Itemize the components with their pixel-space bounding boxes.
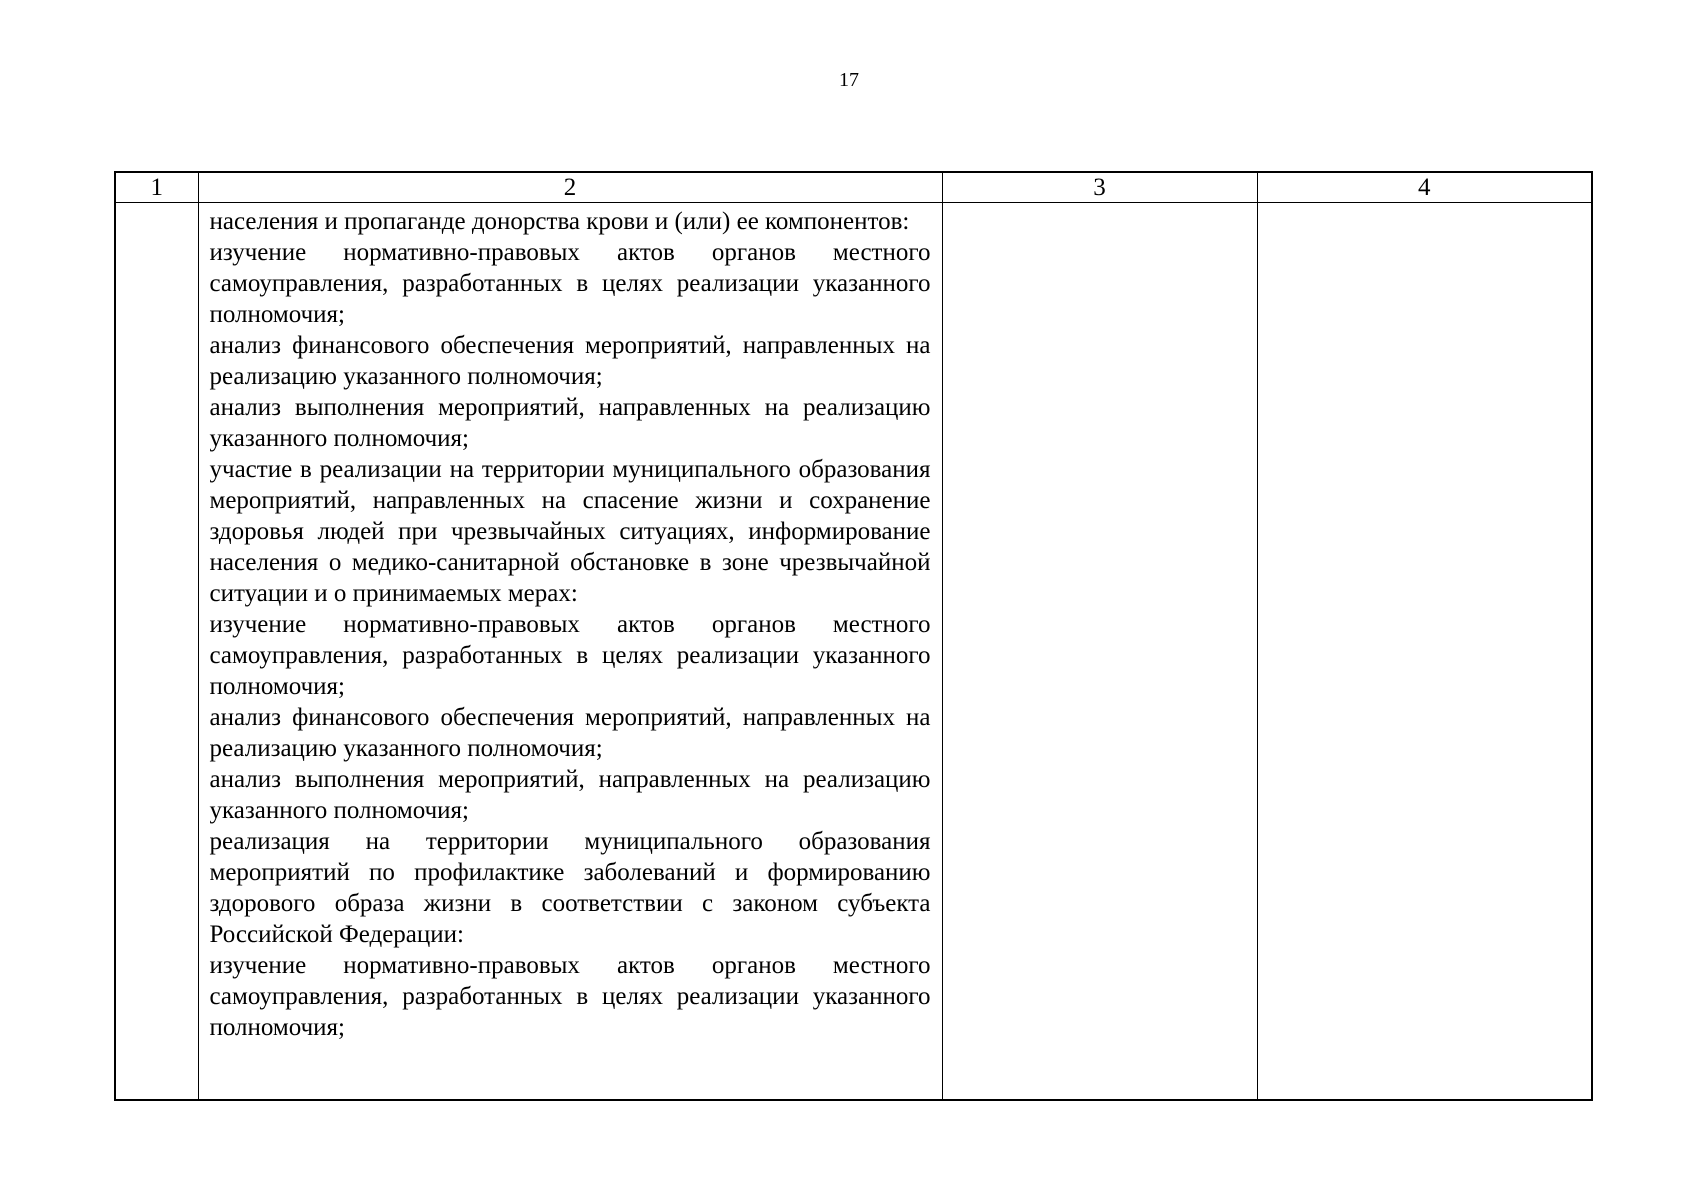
column-header-3: 3 xyxy=(942,172,1257,203)
paragraph: населения и пропаганде донорства крови и (или) ее компонентов: xyxy=(209,208,910,235)
paragraph: анализ финансового обеспечения мероприятий, направленных на реализацию указанного полномочия; xyxy=(209,332,931,390)
cell-text xyxy=(199,203,942,1043)
column-header-4: 4 xyxy=(1257,172,1592,203)
table-row xyxy=(115,203,1592,1101)
cell-col-1 xyxy=(115,203,198,1101)
paragraph: анализ выполнения мероприятий, направленных на реализацию указанного полномочия; xyxy=(209,766,931,824)
paragraph: реализация на территории муниципального образования мероприятий по профилактике заболеваний и формированию здорового образа жизни в соответствии с законом субъекта Российской Федерации: xyxy=(209,828,931,948)
paragraph: изучение нормативно-правовых актов органов местного самоуправления, разработанных в целях реализации указанного полномочия; xyxy=(209,952,931,1041)
page-number: 17 xyxy=(839,69,859,91)
column-header-1: 1 xyxy=(115,172,198,203)
paragraph: изучение нормативно-правовых актов органов местного самоуправления, разработанных в целях реализации указанного полномочия; xyxy=(209,611,931,700)
column-header-2: 2 xyxy=(198,172,942,203)
paragraph: анализ выполнения мероприятий, направленных на реализацию указанного полномочия; xyxy=(209,394,931,452)
table-header-row xyxy=(115,172,1592,203)
cell-col-4 xyxy=(1257,203,1592,1101)
paragraph: участие в реализации на территории муниципального образования мероприятий, направленных на спасение жизни и сохранение здоровья людей при чрезвычайных ситуациях, информирование населения о медико-санитарной обстановке в зоне чрезвычайной ситуации и о принимаемых мерах: xyxy=(209,456,931,607)
cell-col-3 xyxy=(942,203,1257,1101)
paragraph: изучение нормативно-правовых актов органов местного самоуправления, разработанных в целях реализации указанного полномочия; xyxy=(209,239,931,328)
document-table xyxy=(114,171,1593,1101)
paragraph: анализ финансового обеспечения мероприятий, направленных на реализацию указанного полномочия; xyxy=(209,704,931,762)
cell-col-2 xyxy=(198,203,942,1101)
